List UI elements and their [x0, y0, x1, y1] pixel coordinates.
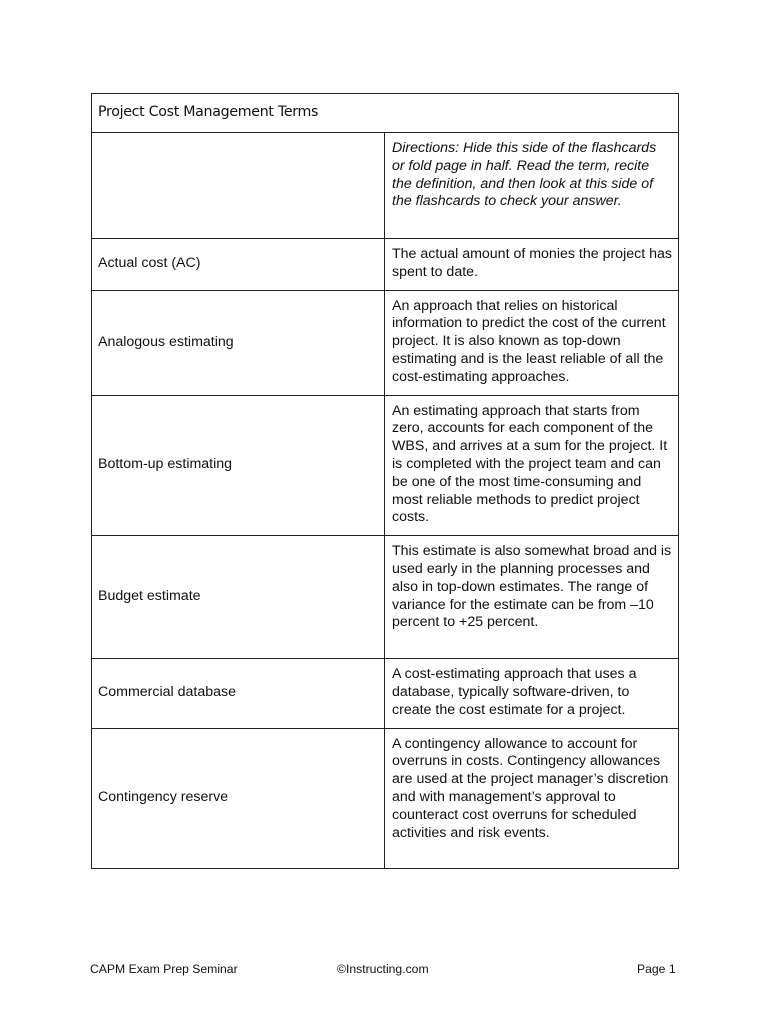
term-cell: Commercial database — [92, 659, 385, 728]
table-title-row — [92, 94, 679, 133]
definition-cell: This estimate is also somewhat broad and is used early in the planning processes and also in top-down estimates. The range of variance for the estimate can be from –10 percent to +25 percent. — [385, 536, 679, 659]
table-row — [92, 536, 679, 659]
table-row — [92, 395, 679, 536]
definition-cell: An approach that relies on historical information to predict the cost of the current project. It is also known as top-down estimating and is the least reliable of all the cost-estimating approaches. — [385, 290, 679, 395]
terms-table — [91, 93, 679, 869]
footer-seminar-name: CAPM Exam Prep Seminar — [90, 962, 238, 976]
definition-cell: The actual amount of monies the project has spent to date. — [385, 239, 679, 291]
term-cell: Actual cost (AC) — [92, 239, 385, 291]
definition-cell: An estimating approach that starts from zero, accounts for each component of the WBS, and arrives at a sum for the project. It is completed with the project team and can be one of the most time-consuming and most reliable methods to predict project costs. — [385, 395, 679, 536]
footer-copyright: ©Instructing.com — [337, 962, 429, 976]
definition-cell: A contingency allowance to account for overruns in costs. Contingency allowances are used at the project manager’s discretion and with management’s approval to counteract cost overruns for scheduled activities and risk events. — [385, 728, 679, 868]
directions-row — [92, 133, 679, 239]
table-row — [92, 659, 679, 728]
footer-page-number: Page 1 — [637, 962, 676, 976]
table-row — [92, 239, 679, 291]
term-cell: Budget estimate — [92, 536, 385, 659]
empty-term-cell — [92, 133, 385, 239]
term-cell: Bottom-up estimating — [92, 395, 385, 536]
table-row — [92, 290, 679, 395]
table-row — [92, 728, 679, 868]
directions-text: Directions: Hide this side of the flashcards or fold page in half. Read the term, recite the definition, and then look at this side of the flashcards to check your answer. — [385, 133, 679, 239]
term-cell: Analogous estimating — [92, 290, 385, 395]
table-title: Project Cost Management Terms — [92, 94, 679, 133]
term-cell: Contingency reserve — [92, 728, 385, 868]
definition-cell: A cost-estimating approach that uses a database, typically software-driven, to create the cost estimate for a project. — [385, 659, 679, 728]
